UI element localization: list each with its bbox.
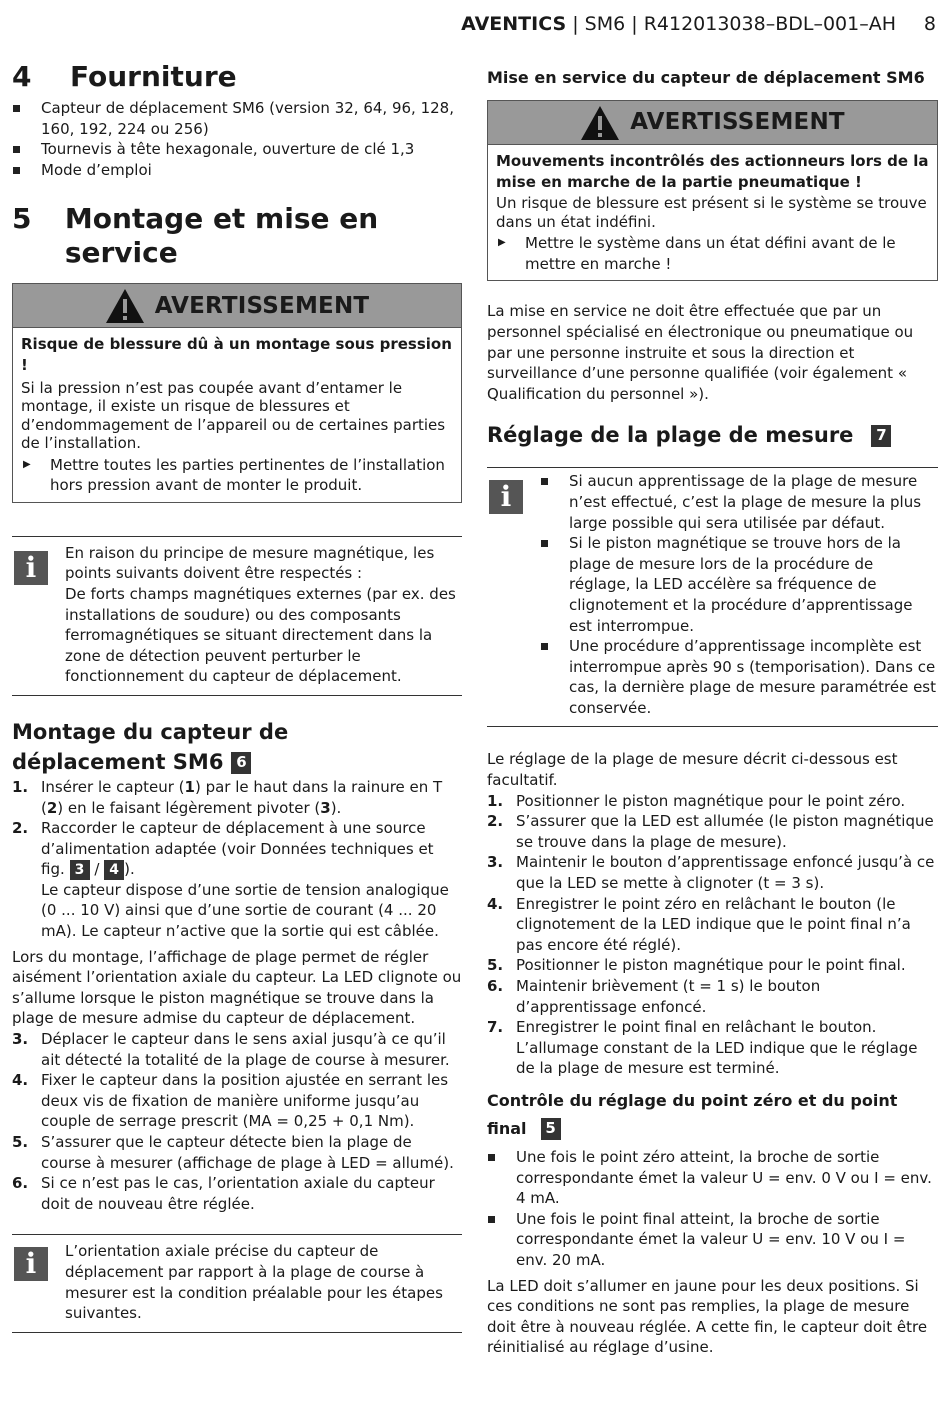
controle-list xyxy=(487,1147,938,1271)
step-item xyxy=(487,894,938,956)
warning-box xyxy=(487,100,938,281)
mise-paragraph: La mise en service ne doit être effectuée que par un personnel spécialisé en électronique ou pneumatique ou par une personne instruite et sous la direction et surveillance d’une personne qualifiée (voir également « Qualification du personnel »). xyxy=(487,302,914,403)
step-text: Maintenir le bouton d’apprentissage enfoncé jusqu’à ce que la LED se mette à clignoter (t = 3 s). xyxy=(516,853,935,893)
list-item: Une fois le point zéro atteint, la broche de sortie correspondante émet la valeur U = env. 0 V ou I = env. 4 mA. xyxy=(487,1147,938,1209)
warning-action: ▶ Mettre le système dans un état défini avant de le mettre en marche ! xyxy=(496,233,929,274)
section-number: 5 xyxy=(12,202,32,236)
page-number: 8 xyxy=(923,13,936,35)
step-item xyxy=(487,791,938,812)
reglage-intro: Le réglage de la plage de mesure décrit ci-dessous est facultatif. xyxy=(487,750,898,790)
list-item: Si le piston magnétique se trouve hors de la plage de mesure lors de la procédure de réglage, la LED accélère sa fréquence de clignotement et la procédure d’apprentissage est interrompue. xyxy=(540,533,938,636)
figure-badge: 4 xyxy=(104,860,124,880)
montage-heading xyxy=(12,717,462,777)
step-text: Maintenir brièvement (t = 1 s) le bouton d’apprentissage enfoncé. xyxy=(516,977,821,1016)
step-number: 1. xyxy=(12,777,29,796)
warning-body xyxy=(488,145,937,280)
section-4-heading xyxy=(12,60,462,94)
heading-text: Réglage de la plage de mesure xyxy=(487,423,854,448)
step-text: S’assurer que la LED est allumée (le piston magnétique se trouve dans la plage de mesure). xyxy=(516,812,934,851)
step-text: ). xyxy=(330,798,342,817)
heading-line: Contrôle du réglage du point zéro et du point xyxy=(487,1090,898,1110)
controle-closing: La LED doit s’allumer en jaune pour les deux positions. Si ces conditions ne sont pas remplies, la plage de mesure doit être à nouveau réglée. A cette fin, le capteur doit être réinitialisé au réglage d’usine. xyxy=(487,1276,928,1357)
section-number: 4 xyxy=(12,60,32,93)
info-icon: i xyxy=(489,480,523,514)
step-item xyxy=(487,955,938,976)
step-text: Déplacer le capteur dans le sens axial jusqu’à ce qu’il ait détecté la totalité de la plage de course à mesurer. xyxy=(41,1030,450,1069)
step-number: 1. xyxy=(487,791,504,810)
controle-heading xyxy=(487,1087,938,1143)
info-icon: i xyxy=(14,1247,48,1281)
warning-title: AVERTISSEMENT xyxy=(154,292,370,319)
reglage-heading xyxy=(487,420,938,450)
step-text: Fixer le capteur dans la position ajustée en serrant les deux vis de fixation de manière uniforme jusqu’au couple de serrage prescrit (MA = 0,25 + 0,1 Nm). xyxy=(41,1071,449,1131)
step-item xyxy=(12,1029,462,1070)
step-number: 5. xyxy=(487,956,504,975)
left-column xyxy=(12,60,462,1333)
list-item: Une fois le point final atteint, la broche de sortie correspondante émet la valeur U = env. 10 V ou I = env. 20 mA. xyxy=(487,1209,938,1271)
step-number: 4. xyxy=(487,894,504,913)
step-number: 4. xyxy=(12,1071,29,1090)
step-item xyxy=(12,777,462,818)
montage-steps-a xyxy=(12,777,462,942)
step-text: Positionner le piston magnétique pour le point zéro. xyxy=(516,791,906,810)
doc-reference: | SM6 | R412013038–BDL–001–AH xyxy=(566,13,896,35)
step-text: Enregistrer le point final en relâchant le bouton. L’allumage constant de la LED indique que le réglage de la plage de mesure est terminé. xyxy=(516,1018,918,1078)
warning-text: Si la pression n’est pas coupée avant d’entamer le montage, il existe un risque de blessures et d’endommagement de l’appareil ou de certaines parties de l’installation. xyxy=(21,378,446,453)
step-ref: 1 xyxy=(184,777,195,796)
step-text: Positionner le piston magnétique pour le point final. xyxy=(516,956,906,975)
step-text: S’assurer que le capteur détecte bien la plage de course à mesurer (affichage de plage à LED = allumé). xyxy=(41,1133,454,1172)
warning-box xyxy=(12,283,462,502)
warning-action: ▶ Mettre toutes les parties pertinentes de l’installation hors pression avant de monter le produit. xyxy=(21,455,453,496)
step-item xyxy=(12,1070,462,1132)
step-item xyxy=(487,811,938,852)
step-item xyxy=(487,1017,938,1079)
step-text: Insérer le capteur ( xyxy=(41,777,185,796)
step-text: ) en le faisant légèrement pivoter ( xyxy=(57,798,321,817)
step-item xyxy=(12,1132,462,1173)
section-5-heading xyxy=(12,202,462,270)
heading-line: final xyxy=(487,1118,527,1138)
step-ref: 3 xyxy=(320,798,331,817)
warning-header xyxy=(13,284,461,328)
montage-steps-b xyxy=(12,1029,462,1214)
heading-line: déplacement SM6 xyxy=(12,749,224,774)
list-item: Mode d’emploi xyxy=(12,160,462,181)
heading-line: Montage du capteur de xyxy=(12,719,289,744)
step-extra: Le capteur dispose d’une sortie de tension analogique (0 ... 10 V) ainsi que d’une sortie de courant (4 ... 20 mA). Le capteur n’active que la sortie qui est câblée. xyxy=(41,880,449,941)
info-text: En raison du principe de mesure magnétique, les points suivants doivent être respectés : De forts champs magnétiques externes (par ex. des installations de soudure) ou des composants ferromagnétiques se situant directement dans la zone de détection peuvent perturber le fonctionnement du capteur de déplacement. xyxy=(65,543,456,686)
figure-badge: 5 xyxy=(541,1118,561,1140)
figure-badge: 7 xyxy=(871,425,891,447)
warning-lead: Risque de blessure dû à un montage sous pression ! xyxy=(21,335,452,374)
warning-text: Un risque de blessure est présent si le système se trouve dans un état indéfini. xyxy=(496,194,927,231)
step-number: 6. xyxy=(12,1174,29,1193)
warning-body xyxy=(13,328,461,501)
right-column xyxy=(487,64,938,1358)
step-number: 3. xyxy=(12,1030,29,1049)
page-header xyxy=(0,12,936,36)
step-number: 5. xyxy=(12,1133,29,1151)
info-box xyxy=(487,467,938,727)
list-item: Si aucun apprentissage de la plage de mesure n’est effectué, c’est la plage de mesure la plus large possible qui sera utilisée par défaut. xyxy=(540,471,938,533)
warning-title: AVERTISSEMENT xyxy=(630,109,845,136)
section-title: Fourniture xyxy=(70,60,237,93)
list-item: Capteur de déplacement SM6 (version 32, 64, 96, 128, 160, 192, 224 ou 256) xyxy=(12,98,462,139)
brand-name: AVENTICS xyxy=(461,13,567,35)
section-title: Montage et mise en service xyxy=(64,202,379,270)
separator: / xyxy=(94,860,100,879)
info-icon: i xyxy=(14,551,48,585)
warning-triangle-icon xyxy=(105,288,145,324)
step-number: 6. xyxy=(487,977,504,995)
step-item xyxy=(12,1173,462,1214)
list-item: Une procédure d’apprentissage incomplète est interrompue après 90 s (temporisation). Dans ce cas, la dernière plage de mesure paramétrée est conservée. xyxy=(540,636,938,718)
info-box xyxy=(12,1234,462,1332)
step-item xyxy=(12,818,462,942)
step-text: Raccorder le capteur de déplacement à une source d’alimentation adaptée (voir Données techniques et fig. xyxy=(41,819,434,879)
info-text: L’orientation axiale précise du capteur de déplacement par rapport à la plage de course à mesurer est la condition préalable pour les étapes suivantes. xyxy=(65,1242,443,1323)
mise-heading: Mise en service du capteur de déplacement SM6 xyxy=(487,68,925,87)
step-number: 7. xyxy=(487,1018,504,1037)
warning-header xyxy=(488,101,937,145)
info-list xyxy=(540,471,938,718)
warning-lead: Mouvements incontrôlés des actionneurs lors de la mise en marche de la partie pneumatique ! xyxy=(496,152,929,191)
step-text: ) par le haut dans la rainure en T ( xyxy=(41,777,443,817)
step-number: 2. xyxy=(487,812,504,831)
step-ref: 2 xyxy=(46,798,58,817)
step-number: 3. xyxy=(487,853,504,872)
step-text: Enregistrer le point zéro en relâchant le bouton (le clignotement de la LED indique que le point final n’a pas encore été réglé). xyxy=(516,894,911,954)
delivery-list xyxy=(12,98,462,180)
step-text: ). xyxy=(124,860,135,879)
reglage-steps xyxy=(487,791,938,1079)
step-item xyxy=(487,852,938,893)
warning-triangle-icon xyxy=(580,105,620,141)
list-item: Tournevis à tête hexagonale, ouverture de clé 1,3 xyxy=(12,139,462,160)
figure-badge: 3 xyxy=(70,860,90,880)
figure-badge: 6 xyxy=(231,752,251,774)
step-item xyxy=(487,976,938,1017)
info-box xyxy=(12,536,462,696)
montage-paragraph: Lors du montage, l’affichage de plage permet de régler aisément l’orientation axiale du capteur. La LED clignote ou s’allume lorsque le piston magnétique se trouve dans la plage de mesure admise du capteur de déplacement. xyxy=(12,947,462,1028)
step-number: 2. xyxy=(12,819,29,838)
step-text: Si ce n’est pas le cas, l’orientation axiale du capteur doit de nouveau être réglée. xyxy=(41,1174,435,1213)
